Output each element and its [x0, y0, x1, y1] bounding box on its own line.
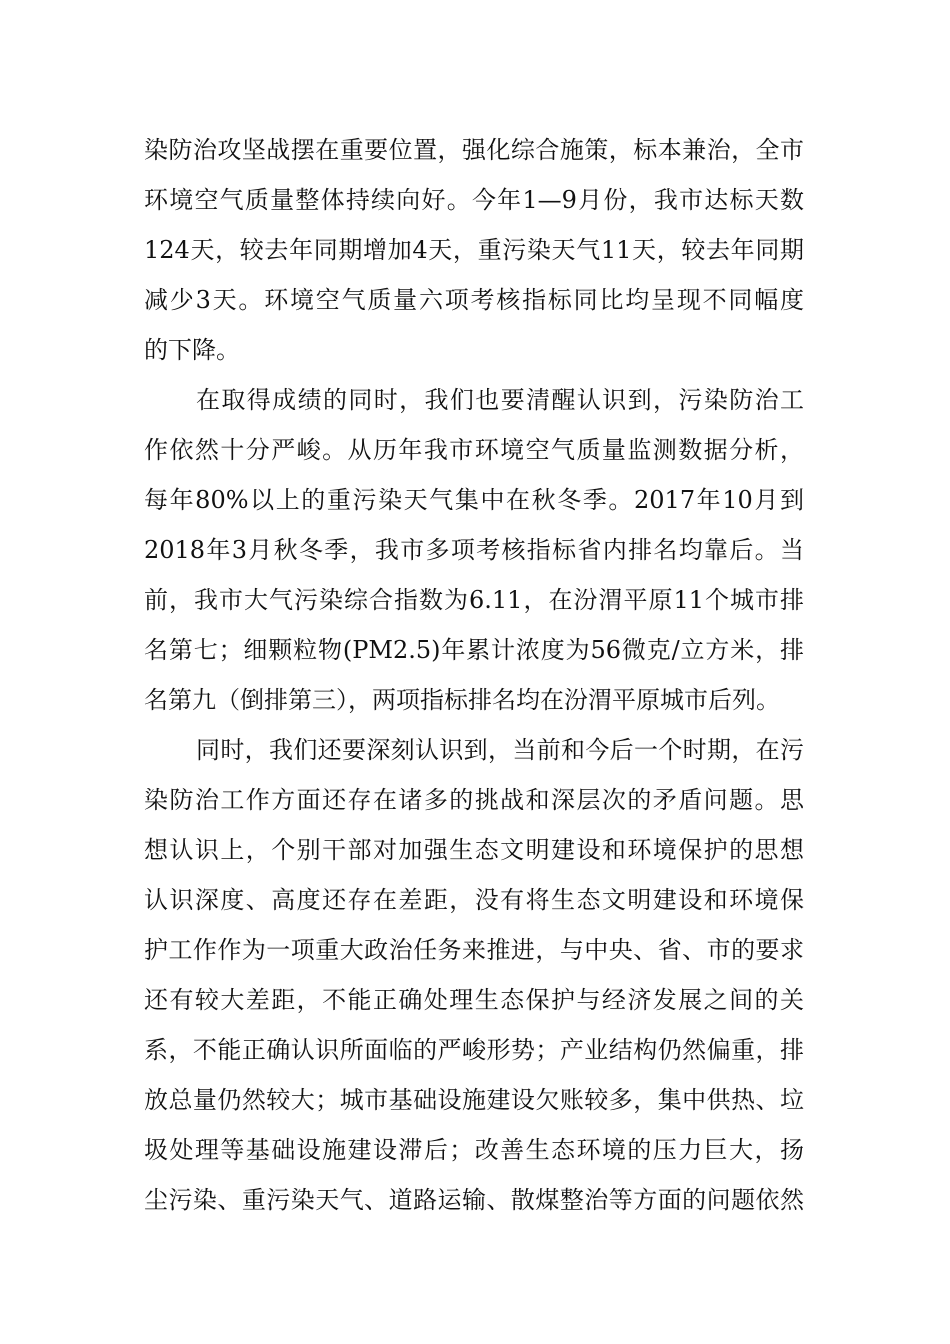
text-line: 圾处理等基础设施建设滞后；改善生态环境的压力巨大，扬 [144, 1136, 804, 1164]
text-line: 想认识上，个别干部对加强生态文明建设和环境保护的思想 [144, 836, 804, 864]
text-line: 减少3天。环境空气质量六项考核指标同比均呈现不同幅度 [144, 286, 804, 314]
text-line: 染防治工作方面还存在诸多的挑战和深层次的矛盾问题。思 [144, 786, 804, 814]
text-line: 在取得成绩的同时，我们也要清醒认识到，污染防治工 [196, 386, 804, 414]
text-line: 放总量仍然较大；城市基础设施建设欠账较多，集中供热、垃 [144, 1086, 804, 1114]
document-body [144, 125, 804, 1225]
paragraph-2 [144, 375, 804, 725]
text-line: 124天，较去年同期增加4天，重污染天气11天，较去年同期 [144, 236, 804, 264]
text-line: 前，我市大气污染综合指数为6.11，在汾渭平原11个城市排 [144, 586, 804, 614]
text-line: 作依然十分严峻。从历年我市环境空气质量监测数据分析， [144, 436, 804, 464]
text-line: 尘污染、重污染天气、道路运输、散煤整治等方面的问题依然 [144, 1186, 804, 1214]
text-line: 系，不能正确认识所面临的严峻形势；产业结构仍然偏重，排 [144, 1036, 804, 1064]
text-line: 护工作作为一项重大政治任务来推进，与中央、省、市的要求 [144, 936, 804, 964]
text-line: 环境空气质量整体持续向好。今年1—9月份，我市达标天数 [144, 186, 804, 214]
paragraph-1 [144, 125, 804, 375]
paragraph-3 [144, 725, 804, 1225]
text-line: 2018年3月秋冬季，我市多项考核指标省内排名均靠后。当 [144, 536, 804, 564]
text-line: 染防治攻坚战摆在重要位置，强化综合施策，标本兼治，全市 [144, 136, 804, 164]
text-line: 认识深度、高度还存在差距，没有将生态文明建设和环境保 [144, 886, 804, 914]
text-line: 还有较大差距，不能正确处理生态保护与经济发展之间的关 [144, 986, 804, 1014]
text-line: 同时，我们还要深刻认识到，当前和今后一个时期，在污 [196, 736, 804, 764]
text-line: 的下降。 [144, 336, 240, 364]
text-line: 名第九（倒排第三），两项指标排名均在汾渭平原城市后列。 [144, 686, 780, 714]
text-line: 名第七；细颗粒物(PM2.5)年累计浓度为56微克/立方米，排 [144, 636, 804, 664]
text-line: 每年80%以上的重污染天气集中在秋冬季。2017年10月到 [144, 486, 804, 514]
